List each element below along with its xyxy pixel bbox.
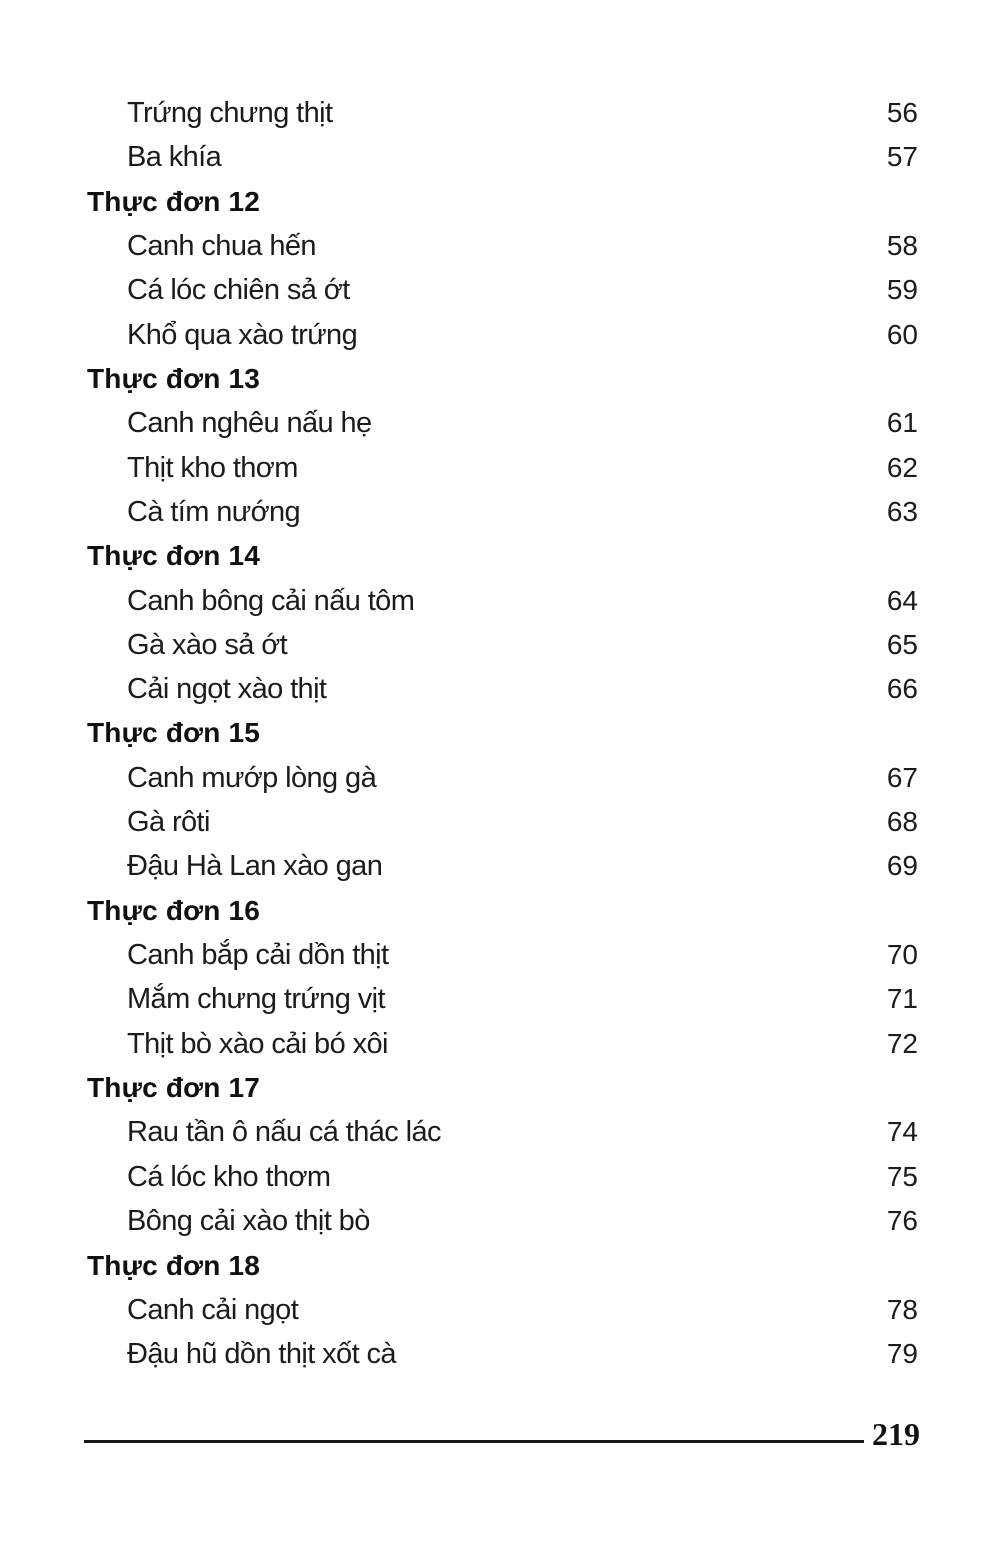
toc-item: [0, 623, 1000, 667]
toc-item-page: 57: [886, 141, 918, 172]
toc-item-page: 58: [886, 230, 918, 261]
toc-item-title: Gà xào sả ớt: [127, 629, 288, 661]
toc-item-page: 62: [886, 452, 918, 483]
toc-item-page: 60: [886, 319, 918, 350]
section-title: Thực đơn 16: [87, 895, 261, 926]
toc-item-page: 66: [886, 673, 918, 704]
toc-item-title: Cá lóc chiên sả ớt: [127, 274, 350, 306]
toc-item: [0, 91, 1000, 135]
toc-item-title: Ba khía: [127, 141, 222, 173]
toc-item-title: Mắm chưng trứng vịt: [127, 983, 385, 1015]
toc-item-page: 78: [886, 1294, 918, 1325]
toc-item-title: Thịt bò xào cải bó xôi: [127, 1028, 388, 1060]
toc-item-title: Canh mướp lòng gà: [127, 762, 377, 794]
toc-item: [0, 313, 1000, 357]
toc-item-page: 75: [886, 1161, 918, 1192]
toc-section-heading: [0, 889, 1000, 933]
toc-item: [0, 224, 1000, 268]
toc-section-heading: [0, 357, 1000, 401]
toc-item: [0, 490, 1000, 534]
toc-item-page: 79: [886, 1338, 918, 1369]
toc-item-page: 64: [886, 585, 918, 616]
toc-section-heading: [0, 711, 1000, 755]
toc-item-title: Bông cải xào thịt bò: [127, 1205, 370, 1237]
toc-section-heading: [0, 534, 1000, 578]
toc-item-page: 76: [886, 1205, 918, 1236]
toc-item: [0, 977, 1000, 1021]
toc-item-title: Canh chua hến: [127, 230, 316, 262]
footer-rule: [84, 1440, 864, 1443]
toc-section-heading: [0, 1066, 1000, 1110]
toc-item-title: Canh bắp cải dồn thịt: [127, 939, 389, 971]
toc-item: [0, 579, 1000, 623]
section-title: Thực đơn 13: [87, 363, 261, 394]
toc-item-title: Đậu Hà Lan xào gan: [127, 850, 383, 882]
toc-item-page: 56: [886, 97, 918, 128]
toc-item-page: 70: [886, 939, 918, 970]
toc-section-heading: [0, 180, 1000, 224]
toc-item: [0, 1110, 1000, 1154]
toc-item-title: Canh bông cải nấu tôm: [127, 585, 415, 617]
toc-item: [0, 933, 1000, 977]
section-title: Thực đơn 15: [87, 717, 261, 748]
toc-item-page: 74: [886, 1116, 918, 1147]
toc-item: [0, 1022, 1000, 1066]
toc-item: [0, 1155, 1000, 1199]
toc-item: [0, 401, 1000, 445]
toc-item-title: Thịt kho thơm: [127, 452, 298, 484]
toc-item-title: Gà rôti: [127, 806, 210, 838]
toc-item: [0, 800, 1000, 844]
toc-item: [0, 1332, 1000, 1376]
toc-item-page: 71: [886, 983, 918, 1014]
toc-section-heading: [0, 1244, 1000, 1288]
toc-item-title: Khổ qua xào trứng: [127, 319, 358, 351]
toc-item-title: Đậu hũ dồn thịt xốt cà: [127, 1338, 396, 1370]
toc-item-page: 69: [886, 850, 918, 881]
toc-item-page: 67: [886, 762, 918, 793]
toc-item-page: 72: [886, 1028, 918, 1059]
toc-item-title: Rau tần ô nấu cá thác lác: [127, 1116, 441, 1148]
section-title: Thực đơn 14: [87, 540, 261, 571]
toc-item: [0, 446, 1000, 490]
section-title: Thực đơn 12: [87, 186, 261, 217]
toc-item: [0, 1288, 1000, 1332]
toc-item: [0, 756, 1000, 800]
toc-item-page: 68: [886, 806, 918, 837]
toc-item-title: Canh nghêu nấu hẹ: [127, 407, 372, 439]
toc-item-title: Trứng chưng thịt: [127, 97, 333, 129]
toc-item: [0, 135, 1000, 179]
toc-item-title: Cải ngọt xào thịt: [127, 673, 327, 705]
toc-item: [0, 268, 1000, 312]
toc-item-title: Cá lóc kho thơm: [127, 1161, 331, 1193]
toc-item: [0, 844, 1000, 888]
toc-item-title: Canh cải ngọt: [127, 1294, 299, 1326]
toc-item: [0, 1199, 1000, 1243]
toc-item-title: Cà tím nướng: [127, 496, 301, 528]
section-title: Thực đơn 18: [87, 1250, 261, 1281]
toc-item: [0, 667, 1000, 711]
section-title: Thực đơn 17: [87, 1072, 261, 1103]
toc-item-page: 59: [886, 274, 918, 305]
toc-item-page: 61: [886, 407, 918, 438]
footer-page-number: 219: [872, 1416, 920, 1452]
toc-item-page: 63: [886, 496, 918, 527]
toc-item-page: 65: [886, 629, 918, 660]
